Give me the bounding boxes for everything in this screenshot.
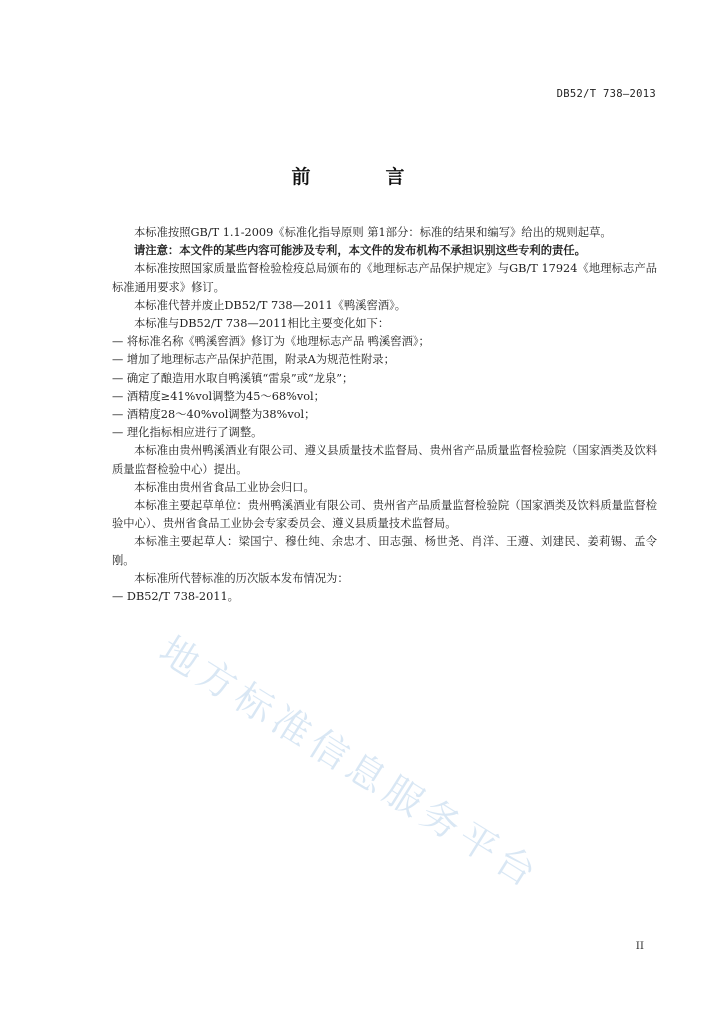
watermark: 地方标准信息服务平台 <box>151 627 549 899</box>
paragraph-patent-notice: 请注意：本文件的某些内容可能涉及专利，本文件的发布机构不承担识别这些专利的责任。 <box>134 244 586 258</box>
paragraph-drafting-units: 本标准主要起草单位：贵州鸭溪酒业有限公司、贵州省产品质量监督检验院（国家酒类及饮料质量监督检验中心）、贵州省食品工业协会专家委员会、遵义县质量技术监督局。 <box>112 499 657 531</box>
change-item-name: — 将标准名称《鸭溪窖酒》修订为《地理标志产品 鸭溪窖酒》； <box>112 335 430 349</box>
change-item-alcohol-low: — 酒精度28～40%vol调整为38%vol； <box>112 408 316 422</box>
paragraph-drafting-rules: 本标准按照GB/T 1.1-2009《标准化指导原则 第1部分：标准的结果和编写》给出的规则起草。 <box>134 226 612 239</box>
paragraph-replacement: 本标准代替并废止DB52/T 738—2011《鸭溪窖酒》。 <box>134 298 407 312</box>
paragraph-administration: 本标准由贵州省食品工业协会归口。 <box>134 480 315 494</box>
paragraph-proposers: 本标准由贵州鸭溪酒业有限公司、遵义县质量技术监督局、贵州省产品质量监督检验院（国家酒类及饮料质量监督检验中心）提出。 <box>112 444 657 476</box>
paragraph-revision-basis: 本标准按照国家质量监督检验检疫总局颁布的《地理标志产品保护规定》与GB/T 17924《地理标志产品标准通用要求》修订。 <box>112 262 657 294</box>
change-item-alcohol-high: — 酒精度≥41%vol调整为45～68%vol； <box>112 389 325 403</box>
foreword-body <box>112 224 657 606</box>
document-code: DB52/T 738—2013 <box>556 88 656 100</box>
change-item-indicators: — 理化指标相应进行了调整。 <box>112 426 263 440</box>
paragraph-drafters: 本标准主要起草人：梁国宁、穆仕纯、余忠才、田志强、杨世尧、肖洋、王遵、刘建民、姜莉锡、孟令刚。 <box>112 535 657 567</box>
paragraph-changes-intro: 本标准与DB52/T 738—2011相比主要变化如下： <box>134 317 390 331</box>
page-number: II <box>635 940 644 952</box>
history-item: — DB52/T 738-2011。 <box>112 590 239 604</box>
paragraph-history-intro: 本标准所代替标准的历次版本发布情况为： <box>134 571 349 585</box>
change-item-water: — 确定了酿造用水取自鸭溪镇“雷泉”或“龙泉”； <box>112 371 354 385</box>
change-item-scope: — 增加了地理标志产品保护范围，附录A为规范性附录； <box>112 353 395 367</box>
section-title: 前 言 <box>291 166 433 188</box>
